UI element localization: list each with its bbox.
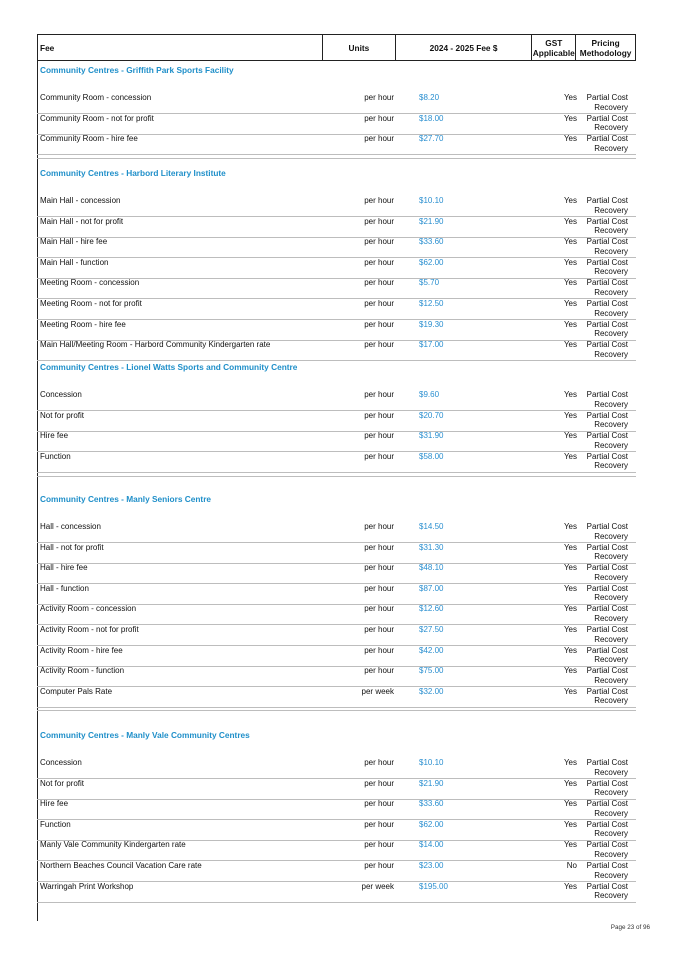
methodology-cell: Partial Cost Recovery: [586, 134, 628, 153]
header-gst: GST Applicable: [532, 35, 576, 60]
units-cell: per hour: [364, 451, 394, 461]
price-cell: $62.00: [419, 819, 444, 829]
table-row: [37, 820, 636, 841]
table-row: [37, 93, 636, 114]
fee-cell: Hall - not for profit: [40, 542, 104, 552]
section-divider: [37, 476, 636, 477]
fee-cell: Hire fee: [40, 799, 69, 809]
table-row: [37, 840, 636, 861]
fee-cell: Activity Room - hire fee: [40, 645, 123, 655]
price-cell: $8.20: [419, 93, 440, 102]
price-cell: $21.90: [419, 216, 444, 226]
table-row: [37, 299, 636, 320]
units-cell: per hour: [364, 390, 394, 399]
units-cell: per hour: [364, 216, 394, 226]
fee-cell: Community Room - hire fee: [40, 134, 138, 144]
methodology-cell: Partial Cost Recovery: [586, 819, 628, 839]
methodology-cell: Partial Cost Recovery: [586, 237, 628, 256]
units-cell: per hour: [364, 819, 394, 829]
gst-cell: Yes: [563, 257, 577, 267]
gst-cell: Yes: [563, 758, 577, 767]
gst-cell: Yes: [563, 563, 577, 573]
methodology-cell: Partial Cost Recovery: [586, 93, 628, 112]
units-cell: per hour: [364, 113, 394, 123]
methodology-cell: Partial Cost Recovery: [586, 799, 628, 818]
methodology-cell: Partial Cost Recovery: [586, 257, 628, 277]
table-row: [37, 452, 636, 473]
fee-cell: Activity Room - not for profit: [40, 625, 139, 634]
gst-cell: Yes: [563, 840, 577, 850]
units-cell: per hour: [364, 134, 394, 144]
table-row: [37, 237, 636, 258]
price-cell: $23.00: [419, 861, 444, 870]
units-cell: per hour: [364, 299, 394, 308]
fee-cell: Hall - hire fee: [40, 563, 88, 573]
methodology-cell: Partial Cost Recovery: [586, 840, 628, 859]
section-divider: [37, 710, 636, 711]
gst-cell: Yes: [563, 451, 577, 461]
table-row: [37, 134, 636, 155]
section-title: Community Centres - Manly Vale Community Centres: [40, 730, 250, 740]
section-title: Community Centres - Griffith Park Sports Facility: [40, 65, 234, 75]
header-methodology: Pricing Methodology: [579, 37, 632, 58]
section-divider: [37, 158, 636, 159]
price-cell: $62.00: [419, 257, 444, 267]
gst-cell: Yes: [563, 778, 577, 788]
price-cell: $31.30: [419, 542, 444, 552]
gst-cell: Yes: [563, 390, 577, 399]
methodology-cell: Partial Cost Recovery: [586, 216, 628, 236]
methodology-cell: Partial Cost Recovery: [586, 778, 628, 798]
table-row: [37, 687, 636, 708]
price-cell: $9.60: [419, 390, 440, 399]
methodology-cell: Partial Cost Recovery: [586, 881, 628, 901]
table-row: [37, 882, 636, 903]
units-cell: per hour: [364, 758, 394, 767]
gst-cell: No: [566, 861, 577, 870]
units-cell: per hour: [364, 410, 394, 420]
price-cell: $14.50: [419, 522, 444, 531]
price-cell: $20.70: [419, 410, 444, 420]
units-cell: per hour: [364, 625, 394, 634]
table-row: [37, 625, 636, 646]
price-cell: $33.60: [419, 237, 444, 247]
header-price: 2024 - 2025 Fee $: [396, 35, 533, 60]
methodology-cell: Partial Cost Recovery: [586, 625, 628, 644]
gst-cell: Yes: [563, 113, 577, 123]
units-cell: per hour: [364, 778, 394, 788]
fee-cell: Function: [40, 451, 71, 461]
table-header: [37, 34, 636, 61]
units-cell: per hour: [364, 666, 394, 676]
fee-cell: Concession: [40, 758, 82, 767]
gst-cell: Yes: [563, 134, 577, 144]
fee-cell: Meeting Room - hire fee: [40, 319, 126, 329]
price-cell: $5.70: [419, 278, 440, 288]
table-row: [37, 861, 636, 882]
price-cell: $17.00: [419, 340, 444, 350]
table-row: [37, 584, 636, 605]
methodology-cell: Partial Cost Recovery: [586, 563, 628, 582]
fee-cell: Meeting Room - not for profit: [40, 299, 142, 308]
units-cell: per hour: [364, 237, 394, 247]
fee-cell: Hall - function: [40, 583, 89, 593]
fee-cell: Hire fee: [40, 431, 69, 441]
methodology-cell: Partial Cost Recovery: [586, 113, 628, 133]
gst-cell: Yes: [563, 666, 577, 676]
methodology-cell: Partial Cost Recovery: [586, 340, 628, 359]
methodology-cell: Partial Cost Recovery: [586, 583, 628, 603]
fee-cell: Community Room - not for profit: [40, 113, 154, 123]
units-cell: per week: [361, 881, 394, 891]
price-cell: $19.30: [419, 319, 444, 329]
price-cell: $75.00: [419, 666, 444, 676]
fee-cell: Activity Room - concession: [40, 604, 137, 614]
fee-cell: Activity Room - function: [40, 666, 125, 676]
table-row: [37, 217, 636, 238]
fee-cell: Main Hall - hire fee: [40, 237, 108, 247]
table-row: [37, 114, 636, 135]
units-cell: per hour: [364, 319, 394, 329]
fee-cell: Not for profit: [40, 410, 85, 420]
price-cell: $87.00: [419, 583, 444, 593]
table-row: [37, 646, 636, 667]
fee-cell: Northern Beaches Council Vacation Care rate: [40, 861, 202, 870]
gst-cell: Yes: [563, 196, 577, 205]
price-cell: $18.00: [419, 113, 444, 123]
methodology-cell: Partial Cost Recovery: [586, 542, 628, 562]
price-cell: $27.70: [419, 134, 444, 144]
units-cell: per hour: [364, 93, 394, 102]
table-row: [37, 779, 636, 800]
units-cell: per hour: [364, 799, 394, 809]
gst-cell: Yes: [563, 625, 577, 634]
units-cell: per hour: [364, 563, 394, 573]
price-cell: $42.00: [419, 645, 444, 655]
methodology-cell: Partial Cost Recovery: [586, 431, 628, 450]
table-row: [37, 543, 636, 564]
table-row: [37, 604, 636, 625]
gst-cell: Yes: [563, 645, 577, 655]
table-row: [37, 340, 636, 361]
gst-cell: Yes: [563, 340, 577, 350]
fee-cell: Warringah Print Workshop: [40, 881, 134, 891]
price-cell: $58.00: [419, 451, 444, 461]
methodology-cell: Partial Cost Recovery: [586, 604, 628, 623]
fee-cell: Manly Vale Community Kindergarten rate: [40, 840, 186, 850]
price-cell: $21.90: [419, 778, 444, 788]
table-row: [37, 411, 636, 432]
methodology-cell: Partial Cost Recovery: [586, 390, 628, 409]
fee-cell: Computer Pals Rate: [40, 686, 113, 696]
units-cell: per hour: [364, 604, 394, 614]
table-row: [37, 522, 636, 543]
table-row: [37, 431, 636, 452]
gst-cell: Yes: [563, 583, 577, 593]
fee-cell: Main Hall/Meeting Room - Harbord Community Kindergarten rate: [40, 340, 271, 350]
section-title: Community Centres - Manly Seniors Centre: [40, 494, 212, 504]
table-row: [37, 196, 636, 217]
table-row: [37, 799, 636, 820]
methodology-cell: Partial Cost Recovery: [586, 861, 628, 880]
methodology-cell: Partial Cost Recovery: [586, 278, 628, 297]
price-cell: $31.90: [419, 431, 444, 441]
methodology-cell: Partial Cost Recovery: [586, 299, 628, 318]
methodology-cell: Partial Cost Recovery: [586, 319, 628, 339]
gst-cell: Yes: [563, 799, 577, 809]
price-cell: $12.50: [419, 299, 444, 308]
methodology-cell: Partial Cost Recovery: [586, 758, 628, 777]
methodology-cell: Partial Cost Recovery: [586, 451, 628, 471]
units-cell: per hour: [364, 542, 394, 552]
price-cell: $48.10: [419, 563, 444, 573]
fee-cell: Main Hall - concession: [40, 196, 121, 205]
table-row: [37, 666, 636, 687]
gst-cell: Yes: [563, 319, 577, 329]
price-cell: $33.60: [419, 799, 444, 809]
units-cell: per week: [361, 686, 394, 696]
fee-cell: Not for profit: [40, 778, 85, 788]
methodology-cell: Partial Cost Recovery: [586, 645, 628, 665]
units-cell: per hour: [364, 431, 394, 441]
units-cell: per hour: [364, 196, 394, 205]
methodology-cell: Partial Cost Recovery: [586, 666, 628, 685]
table-row: [37, 563, 636, 584]
gst-cell: Yes: [563, 819, 577, 829]
price-cell: $12.60: [419, 604, 444, 614]
fee-cell: Meeting Room - concession: [40, 278, 140, 288]
table-row: [37, 758, 636, 779]
units-cell: per hour: [364, 840, 394, 850]
fee-cell: Community Room - concession: [40, 93, 152, 102]
gst-cell: Yes: [563, 237, 577, 247]
gst-cell: Yes: [563, 881, 577, 891]
fee-cell: Function: [40, 819, 71, 829]
units-cell: per hour: [364, 861, 394, 870]
fee-cell: Hall - concession: [40, 522, 101, 531]
methodology-cell: Partial Cost Recovery: [586, 196, 628, 215]
gst-cell: Yes: [563, 93, 577, 102]
gst-cell: Yes: [563, 686, 577, 696]
price-cell: $32.00: [419, 686, 444, 696]
gst-cell: Yes: [563, 299, 577, 308]
table-row: [37, 258, 636, 279]
gst-cell: Yes: [563, 522, 577, 531]
gst-cell: Yes: [563, 216, 577, 226]
fee-cell: Main Hall - function: [40, 257, 109, 267]
units-cell: per hour: [364, 522, 394, 531]
methodology-cell: Partial Cost Recovery: [586, 522, 628, 541]
page-number: Page 23 of 96: [610, 924, 650, 931]
gst-cell: Yes: [563, 431, 577, 441]
methodology-cell: Partial Cost Recovery: [586, 410, 628, 430]
units-cell: per hour: [364, 583, 394, 593]
price-cell: $195.00: [419, 881, 448, 891]
price-cell: $10.10: [419, 758, 444, 767]
price-cell: $14.00: [419, 840, 444, 850]
table-row: [37, 390, 636, 411]
units-cell: per hour: [364, 257, 394, 267]
gst-cell: Yes: [563, 278, 577, 288]
gst-cell: Yes: [563, 410, 577, 420]
fee-cell: Main Hall - not for profit: [40, 216, 124, 226]
fee-cell: Concession: [40, 390, 82, 399]
methodology-cell: Partial Cost Recovery: [586, 686, 628, 706]
gst-cell: Yes: [563, 542, 577, 552]
units-cell: per hour: [364, 645, 394, 655]
section-title: Community Centres - Harbord Literary Institute: [40, 168, 226, 178]
gst-cell: Yes: [563, 604, 577, 614]
table-row: [37, 278, 636, 299]
section-title: Community Centres - Lionel Watts Sports and Community Centre: [40, 362, 298, 372]
units-cell: per hour: [364, 340, 394, 350]
price-cell: $10.10: [419, 196, 444, 205]
table-row: [37, 320, 636, 341]
header-units: Units: [323, 35, 396, 60]
header-fee: Fee: [38, 35, 323, 60]
price-cell: $27.50: [419, 625, 444, 634]
units-cell: per hour: [364, 278, 394, 288]
